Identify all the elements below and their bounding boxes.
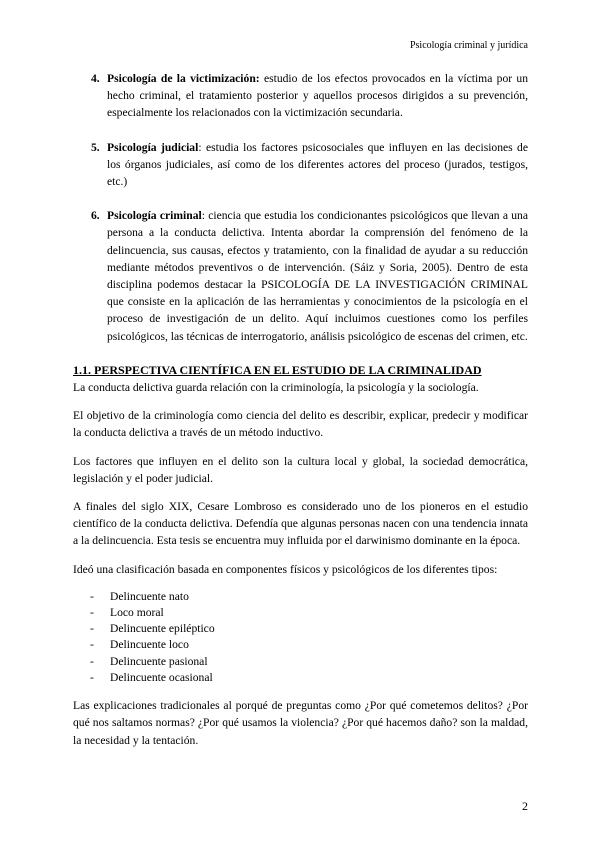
- item-term: Psicología de la victimización:: [107, 72, 260, 85]
- item-number: 4.: [91, 72, 100, 85]
- numbered-item-judicial: [73, 139, 528, 191]
- item-text: estudio de los efectos provocados en la víctima por un hecho criminal, el tratamiento posterior y aquellos procesos dirigidos a su prevención, especialmente los relacionados con la victimización secundaria.: [107, 72, 528, 120]
- item-term: Psicología criminal: [107, 209, 202, 223]
- list-item: [73, 670, 528, 686]
- list-item: [73, 654, 528, 670]
- paragraph: A finales del siglo XIX, Cesare Lombroso es considerado uno de los pioneros en el estudio científico de la conducta delictiva. Defendía que algunas personas nacen con una tendencia innata a la delincuencia. Esta tesis se encuentra muy influida por el darwinismo dominante en la época.: [73, 500, 528, 548]
- list-item-text: Loco moral: [110, 606, 164, 620]
- list-marker: -: [90, 606, 94, 620]
- list-item: [73, 605, 528, 621]
- item-number: 5.: [91, 140, 100, 154]
- list-marker: -: [90, 622, 94, 636]
- item-number: 6.: [91, 209, 100, 223]
- list-item-text: Delincuente pasional: [110, 654, 208, 668]
- paragraph: Ideó una clasificación basada en componentes físicos y psicológicos de los diferentes tipos:: [73, 562, 498, 576]
- paragraph: El objetivo de la criminología como ciencia del delito es describir, explicar, predecir y modificar la conducta delictiva a través de un método inductivo.: [73, 409, 528, 440]
- section-heading: 1.1. PERSPECTIVA CIENTÍFICA EN EL ESTUDIO DE LA CRIMINALIDAD: [73, 362, 482, 377]
- list-marker: -: [90, 589, 94, 603]
- paragraph: Los factores que influyen en el delito son la cultura local y global, la sociedad democrática, legislación y el poder judicial.: [73, 454, 528, 485]
- item-text: : ciencia que estudia los condicionantes psicológicos que llevan a una persona a la conducta delictiva. Intenta abordar la comprensión del fenómeno de la delincuencia, sus causas, efectos y tratamiento, con la finalidad de ayudar a su reducción mediante métodos preventivos o de intervención. (Sáiz y Soria, 2005). Dentro de esta disciplina podemos destacar la PSICOLOGÍA DE LA INVESTIGACIÓN CRIMINAL que consiste en la aplicación de las herramientas y conocimientos de la psicología en el proceso de investigación de un delito. Aquí incluimos cuestiones como los perfiles psicológicos, las técnicas de interrogatorio, análisis psicológico de escenas del crimen, etc.: [107, 209, 528, 343]
- list-marker: -: [90, 670, 94, 684]
- numbered-item-victimization: [73, 70, 528, 122]
- list-item: [73, 621, 528, 637]
- item-text: : estudia los factores psicosociales que influyen en las decisiones de los órganos judiciales, así como de los diferentes actores del proceso (jurados, testigos, etc.): [107, 140, 529, 189]
- list-marker: -: [90, 638, 94, 652]
- list-item-text: Delincuente loco: [110, 638, 189, 652]
- item-term: Psicología judicial: [107, 140, 199, 154]
- list-marker: -: [90, 654, 94, 668]
- page-content: [73, 70, 528, 760]
- running-header: Psicología criminal y jurídica: [409, 40, 528, 51]
- list-item-text: Delincuente epiléptico: [110, 622, 215, 636]
- list-item: [73, 637, 528, 653]
- numbered-list: [73, 70, 528, 345]
- list-item-text: Delincuente nato: [110, 589, 189, 603]
- list-item: [73, 589, 528, 605]
- page-number: 2: [522, 799, 528, 813]
- list-item-text: Delincuente ocasional: [110, 670, 213, 684]
- closing-paragraph: Las explicaciones tradicionales al porqué de preguntas como ¿Por qué cometemos delitos? ¿Por qué nos saltamos normas? ¿Por qué usamos la violencia? ¿Por qué hacemos daño? son la maldad, la necesidad y la tentación.: [73, 699, 528, 747]
- delinquent-types-list: [73, 589, 528, 686]
- numbered-item-criminal: [73, 207, 528, 345]
- paragraph: La conducta delictiva guarda relación con la criminología, la psicología y la sociología.: [73, 381, 479, 395]
